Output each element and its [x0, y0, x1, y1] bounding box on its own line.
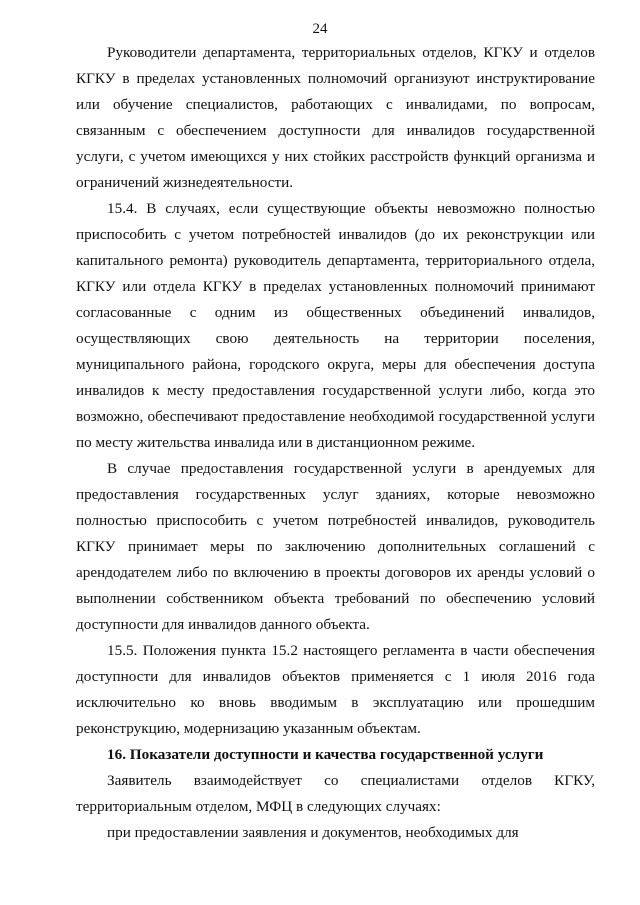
section-heading-16: 16. Показатели доступности и качества государственной услуги: [107, 746, 544, 763]
paragraph-document-submission: при предоставлении заявления и документов, необходимых для: [107, 824, 519, 841]
page-number: 24: [312, 21, 328, 37]
paragraph-15-5: 15.5. Положения пункта 15.2 настоящего регламента в части обеспечения доступности для инвалидов объектов применяется с 1 июля 2016 года исключительно ко вновь вводимым в эксплуатацию или прошедшим реконструкцию, модернизацию указанным объектам.: [76, 642, 595, 737]
paragraph-applicant-interaction: Заявитель взаимодействует со специалистами отделов КГКУ, территориальным отделом, МФЦ в следующих случаях:: [76, 772, 595, 815]
paragraph-leased-buildings: В случае предоставления государственной услуги в арендуемых для предоставления государственных услуг зданиях, которые невозможно полностью приспособить с учетом потребностей инвалидов, руководитель КГКУ принимает меры по заключению дополнительных соглашений с арендодателем либо по включению в проекты договоров их аренды условий о выполнении собственником объекта требований по обеспечению условий доступности для инвалидов данного объекта.: [76, 460, 595, 633]
document-body: [76, 40, 595, 846]
paragraph-instruction-training: Руководители департамента, территориальных отделов, КГКУ и отделов КГКУ в пределах установленных полномочий организуют инструктирование или обучение специалистов, работающих с инвалидами, по вопросам, связанным с обеспечением доступности для инвалидов государственной услуги, с учетом имеющихся у них стойких расстройств функций организма и ограничений жизнедеятельности.: [76, 44, 595, 191]
paragraph-15-4: 15.4. В случаях, если существующие объекты невозможно полностью приспособить с учетом потребностей инвалидов (до их реконструкции или капитального ремонта) руководитель департамента, территориального отдела, КГКУ или отдела КГКУ в пределах установленных полномочий принимают согласованные с одним из общественных объединений инвалидов, осуществляющих свою деятельность на территории поселения, муниципального района, городского округа, меры для обеспечения доступа инвалидов к месту предоставления государственной услуги либо, когда это возможно, обеспечивают предоставление необходимой государственной услуги по месту жительства инвалида или в дистанционном режиме.: [76, 200, 595, 451]
